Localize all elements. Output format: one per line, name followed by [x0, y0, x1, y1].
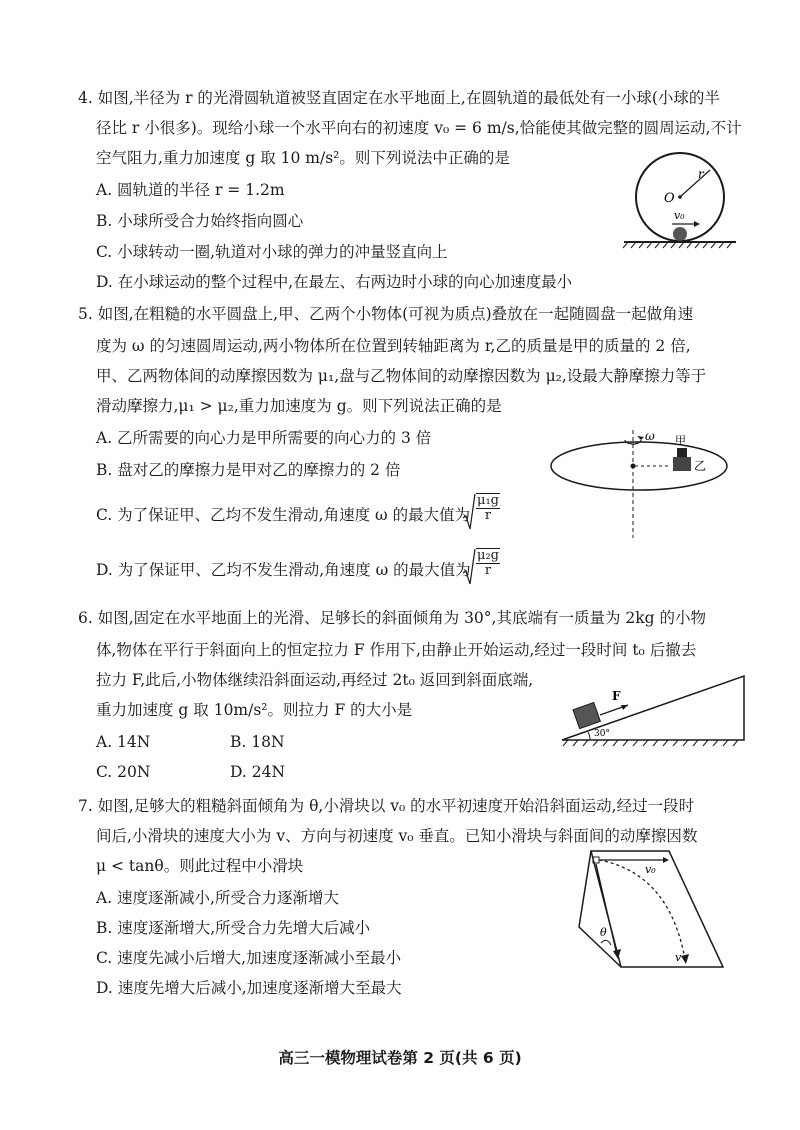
q5-fraction-c	[476, 493, 500, 523]
q6-angle-label: 30°	[594, 729, 610, 739]
q6-stem-line-1: 6. 如图,固定在水平地面上的光滑、足够长的斜面倾角为 30°,其底端有一质量为 2kg 的小物	[78, 609, 707, 627]
q4-radius-label: r	[698, 167, 704, 181]
q5-stem-line-2: 度为 ω 的匀速圆周运动,两小物体所在位置到转轴距离为 r,乙的质量是甲的质量的 2 倍,	[96, 337, 691, 355]
q4-velocity-label: v₀	[674, 209, 685, 222]
page-footer: 高三一模物理试卷第 2 页(共 6 页)	[278, 1049, 522, 1067]
q4-option-c: C. 小球转动一圈,轨道对小球的弹力的冲量竖直向上	[96, 243, 448, 261]
q7-option-d: D. 速度先增大后减小,加速度逐渐增大至最大	[96, 979, 402, 997]
q5-fraction-d-denominator: r	[476, 563, 500, 578]
q7-rough-incline-figure	[577, 843, 742, 973]
q5-option-c: C. 为了保证甲、乙均不发生滑动,角速度 ω 的最大值为	[96, 506, 471, 524]
q5-fraction-d-numerator: μ₂g	[477, 548, 499, 563]
q5-stem-line-3: 甲、乙两物体间的动摩擦因数为 μ₁,盘与乙物体间的动摩擦因数为 μ₂,设最大静摩擦力等于	[96, 367, 707, 385]
q5-option-a: A. 乙所需要的向心力是甲所需要的向心力的 3 倍	[96, 429, 432, 447]
q5-bottom-block-label: 乙	[694, 459, 707, 473]
q7-option-c: C. 速度先减小后增大,加速度逐渐减小至最小	[96, 949, 402, 967]
q6-option-b: B. 18N	[230, 733, 285, 751]
q6-incline-figure	[560, 672, 750, 748]
q5-turntable-figure	[545, 428, 735, 540]
q6-stem-line-3: 拉力 F,此后,小物体继续沿斜面运动,再经过 2t₀ 返回到斜面底端,	[96, 671, 534, 689]
q6-stem-line-4: 重力加速度 g 取 10m/s²。则拉力 F 的大小是	[96, 701, 413, 719]
q7-v-label: v	[675, 951, 682, 964]
q6-stem-line-2: 体,物体在平行于斜面向上的恒定拉力 F 作用下,由静止开始运动,经过一段时间 t₀ 后撤去	[96, 641, 697, 659]
q7-option-a: A. 速度逐渐减小,所受合力逐渐增大	[96, 889, 339, 907]
q5-fraction-d	[476, 548, 500, 578]
q4-option-a: A. 圆轨道的半径 r = 1.2m	[96, 181, 285, 199]
q5-fraction-c-numerator: μ₁g	[477, 493, 499, 508]
q6-option-a: A. 14N	[96, 733, 151, 751]
q5-option-d: D. 为了保证甲、乙均不发生滑动,角速度 ω 的最大值为	[96, 561, 471, 579]
q5-option-b: B. 盘对乙的摩擦力是甲对乙的摩擦力的 2 倍	[96, 461, 401, 479]
q5-sqrt-sign-d	[462, 547, 476, 587]
q5-stem-line-1: 5. 如图,在粗糙的水平圆盘上,甲、乙两个小物体(可视为质点)叠放在一起随圆盘一起做角速	[78, 305, 694, 323]
q6-option-d: D. 24N	[230, 763, 286, 781]
q4-stem-line-1: 4. 如图,半径为 r 的光滑圆轨道被竖直固定在水平地面上,在圆轨道的最低处有一小球(小球的半	[78, 89, 720, 107]
q7-stem-line-3: μ < tanθ。则此过程中小滑块	[96, 857, 304, 875]
q6-force-label: F	[612, 689, 621, 703]
q4-circular-track-figure	[618, 150, 748, 250]
q7-v0-label: v₀	[645, 863, 656, 876]
q4-option-b: B. 小球所受合力始终指向圆心	[96, 212, 304, 230]
q5-sqrt-sign-c	[462, 492, 476, 532]
q5-omega-label: ω	[645, 429, 655, 443]
q5-top-block-label: 甲	[675, 434, 686, 447]
q5-fraction-c-denominator: r	[476, 508, 500, 523]
q7-theta-label: θ	[600, 926, 607, 939]
q4-center-label: O	[664, 191, 675, 206]
q7-stem-line-1: 7. 如图,足够大的粗糙斜面倾角为 θ,小滑块以 v₀ 的水平初速度开始沿斜面运动,经过一段时	[78, 797, 695, 815]
q4-option-d: D. 在小球运动的整个过程中,在最左、右两边时小球的向心加速度最小	[96, 273, 573, 291]
q5-stem-line-4: 滑动摩擦力,μ₁ > μ₂,重力加速度为 g。则下列说法正确的是	[96, 397, 502, 415]
q4-stem-line-2: 径比 r 小很多)。现给小球一个水平向右的初速度 v₀ = 6 m/s,恰能使其做完整的圆周运动,不计	[96, 119, 742, 137]
q4-stem-line-3: 空气阻力,重力加速度 g 取 10 m/s²。则下列说法中正确的是	[96, 149, 510, 167]
q7-option-b: B. 速度逐渐增大,所受合力先增大后减小	[96, 919, 371, 937]
q6-option-c: C. 20N	[96, 763, 151, 781]
q7-stem-line-2: 间后,小滑块的速度大小为 v、方向与初速度 v₀ 垂直。已知小滑块与斜面间的动摩擦因数	[96, 827, 698, 845]
